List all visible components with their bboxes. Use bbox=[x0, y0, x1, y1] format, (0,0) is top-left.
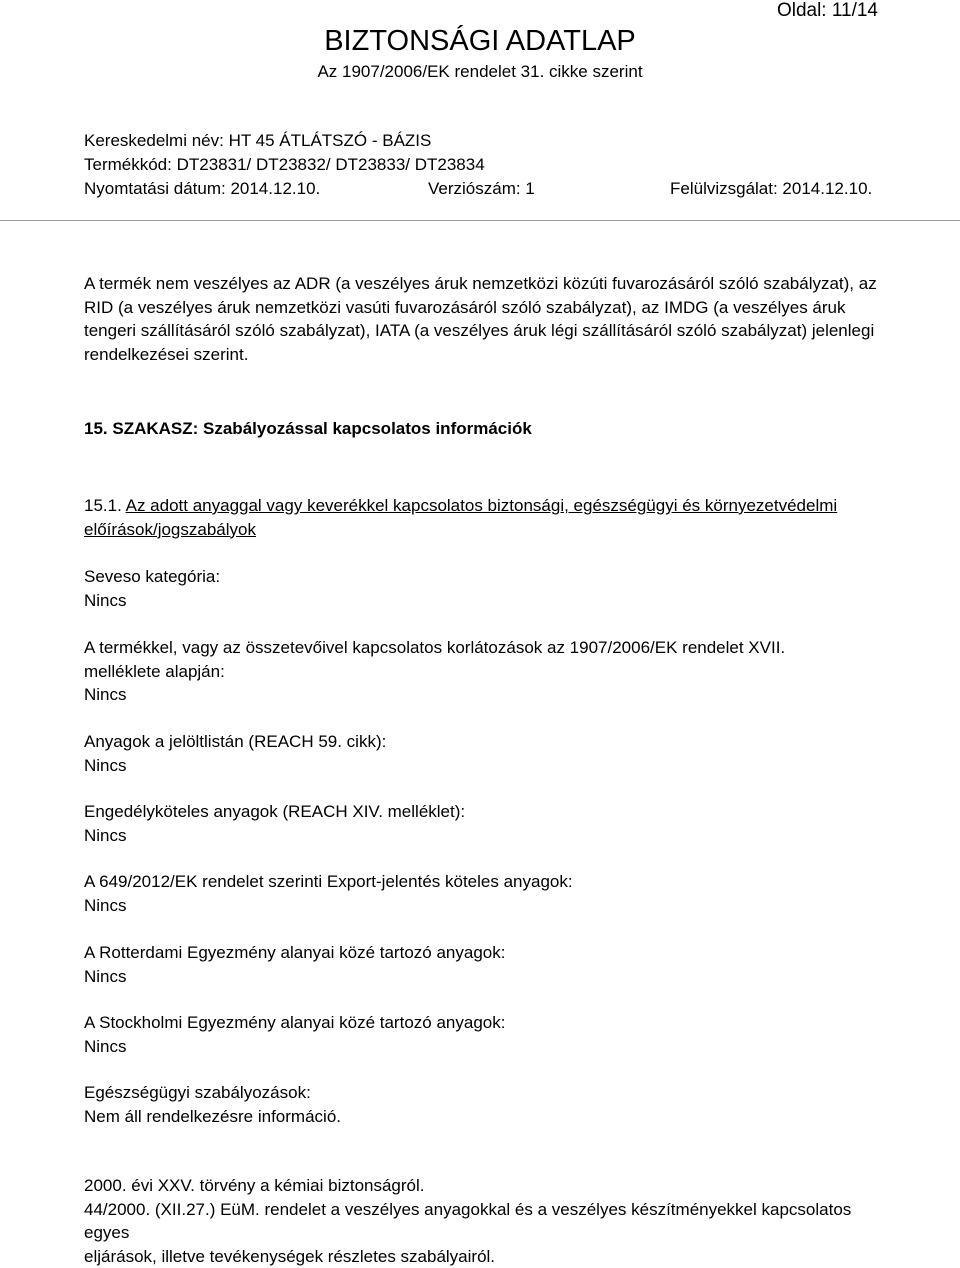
section-heading: 15. SZAKASZ: Szabályozással kapcsolatos információk bbox=[84, 419, 532, 438]
regulation-item bbox=[84, 730, 884, 777]
law-line: 2000. évi XXV. törvény a kémiai biztonságról. bbox=[84, 1176, 425, 1195]
item-label: A termékkel, vagy az összetevőivel kapcsolatos korlátozások az 1907/2006/EK rendelet XVII. melléklete alapján: bbox=[84, 638, 786, 681]
document-subtitle: Az 1907/2006/EK rendelet 31. cikke szerint bbox=[317, 62, 643, 81]
item-value: Nincs bbox=[84, 966, 127, 986]
item-value: Nincs bbox=[84, 1036, 127, 1056]
regulation-item bbox=[84, 870, 884, 917]
transport-intro-paragraph: A termék nem veszélyes az ADR (a veszélyes áruk nemzetközi közúti fuvarozásáról szóló szabályzat), az RID (a veszélyes áruk nemzetközi vasúti fuvarozásáról szóló szabályzat), az IMDG (a veszélyes áruk tengeri szállításáról szóló szabályzat), IATA (a veszélyes áruk légi szállításáról szóló szabályzat) jelenlegi rendelkezései szerint. bbox=[84, 274, 877, 364]
document-title: BIZTONSÁGI ADATLAP bbox=[324, 25, 636, 57]
regulation-item bbox=[84, 941, 884, 988]
regulation-item bbox=[84, 1011, 884, 1058]
item-value: Nincs bbox=[84, 685, 127, 704]
regulation-item bbox=[84, 800, 884, 847]
subsection-heading bbox=[84, 494, 884, 541]
item-label: A Stockholmi Egyezmény alanyai közé tartozó anyagok: bbox=[84, 1013, 506, 1032]
law-line: eljárások, illetve tevékenységek részletes szabályairól. bbox=[84, 1246, 496, 1266]
item-value: Nem áll rendelkezésre információ. bbox=[84, 1106, 341, 1126]
item-value: Nincs bbox=[84, 590, 127, 610]
print-date: Nyomtatási dátum: 2014.12.10. bbox=[84, 179, 321, 198]
item-label: A Rotterdami Egyezmény alanyai közé tartozó anyagok: bbox=[84, 943, 506, 962]
item-label: Engedélyköteles anyagok (REACH XIV. melléklet): bbox=[84, 802, 466, 821]
subsection-title: Az adott anyaggal vagy keverékkel kapcsolatos biztonsági, egészségügyi és környezetvédelmi előírások/jogszabályok bbox=[84, 496, 838, 539]
page-number: Oldal: 11/14 bbox=[776, 0, 878, 21]
header-divider bbox=[0, 220, 960, 221]
item-value: Nincs bbox=[84, 825, 127, 845]
subsection-number: 15.1. bbox=[84, 496, 122, 515]
item-value: Nincs bbox=[84, 895, 127, 915]
product-code: Termékkód: DT23831/ DT23832/ DT23833/ DT23834 bbox=[84, 155, 485, 174]
item-label: A 649/2012/EK rendelet szerinti Export-jelentés köteles anyagok: bbox=[84, 872, 573, 891]
regulation-item bbox=[84, 565, 884, 612]
item-label: Anyagok a jelöltlistán (REACH 59. cikk): bbox=[84, 732, 387, 751]
regulation-item bbox=[84, 636, 884, 707]
regulation-item bbox=[84, 1081, 884, 1128]
item-label: Seveso kategória: bbox=[84, 567, 221, 586]
item-value: Nincs bbox=[84, 755, 127, 775]
version-number: Verziószám: 1 bbox=[428, 179, 535, 198]
item-label: Egészségügyi szabályozások: bbox=[84, 1083, 311, 1102]
law-line: 44/2000. (XII.27.) EüM. rendelet a veszélyes anyagokkal és a veszélyes készítményekkel kapcsolatos egyes bbox=[84, 1199, 852, 1242]
trade-name: Kereskedelmi név: HT 45 ÁTLÁTSZÓ - BÁZIS bbox=[84, 131, 432, 150]
applicable-laws bbox=[84, 1174, 884, 1268]
revision-date: Felülvizsgálat: 2014.12.10. bbox=[670, 179, 873, 198]
